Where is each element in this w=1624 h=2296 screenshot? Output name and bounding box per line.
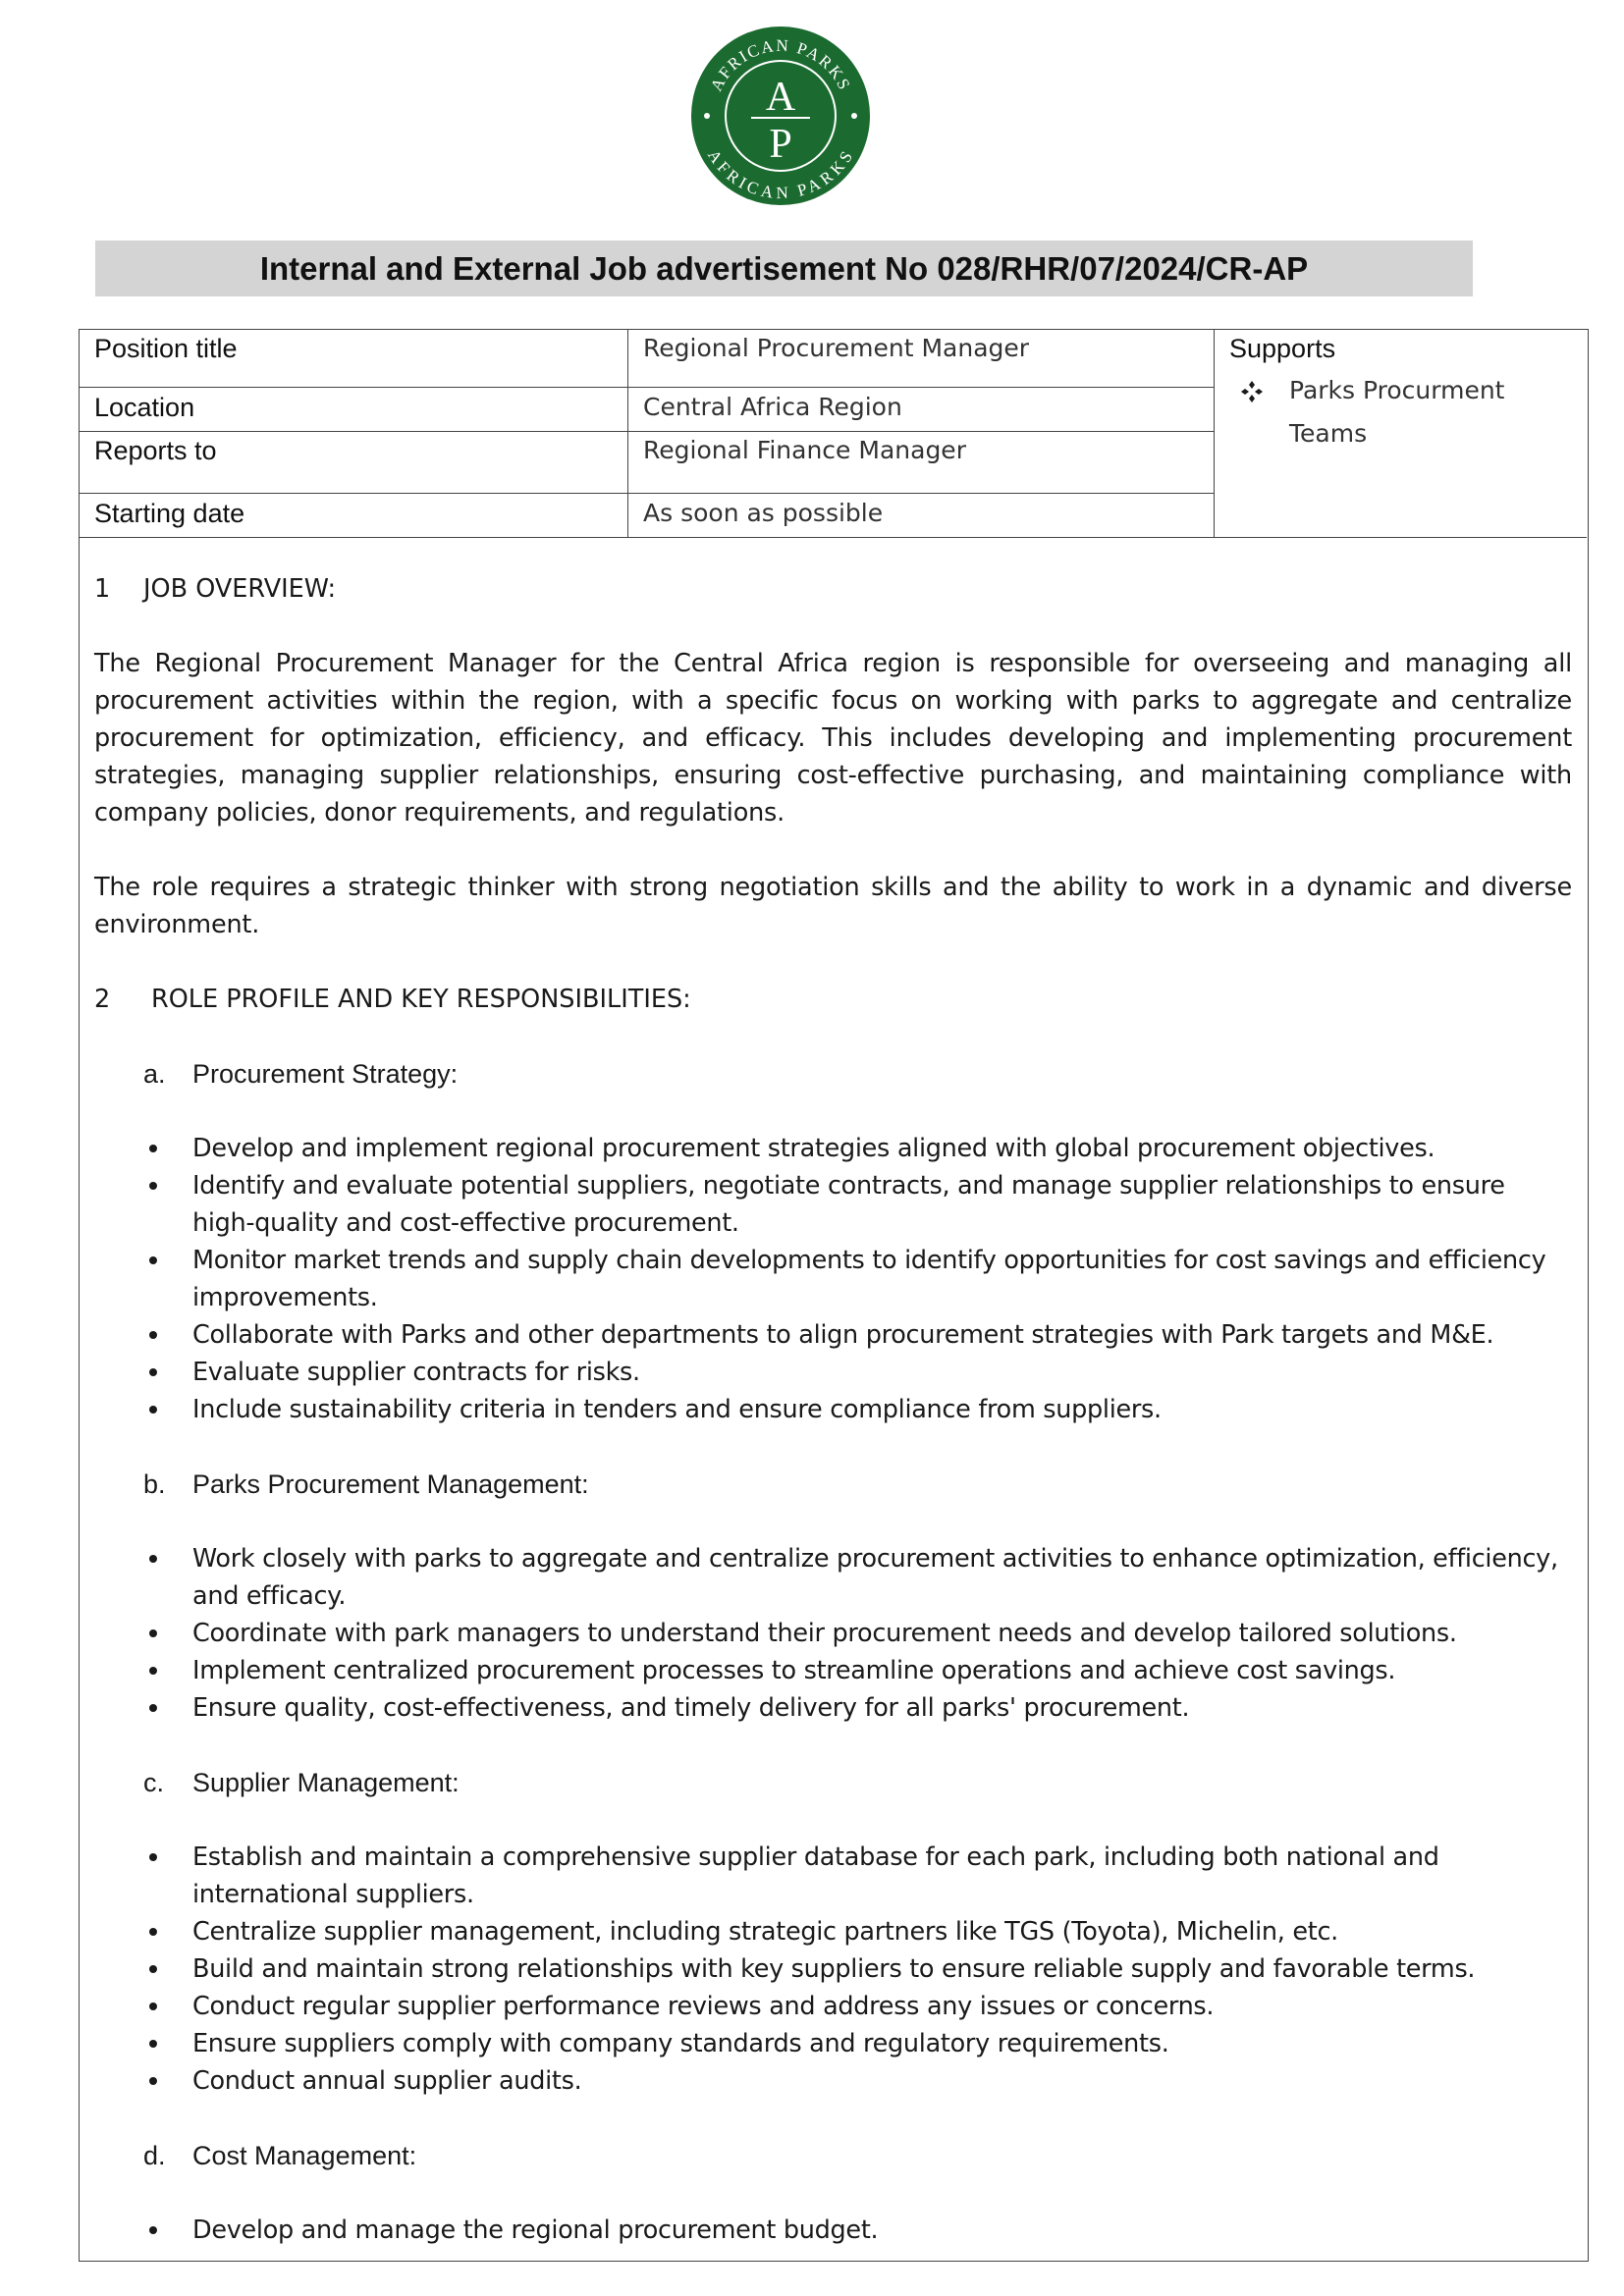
bullet-icon <box>149 2077 157 2085</box>
reports-to-label: Reports to <box>94 436 217 465</box>
bullet-icon <box>149 1928 157 1936</box>
subsection-heading: a. Procurement Strategy: <box>143 1059 459 1089</box>
bullet-icon <box>149 1629 157 1637</box>
subsection-heading: c. Supplier Management: <box>143 1768 460 1797</box>
location-value: Central Africa Region <box>643 393 902 421</box>
document-body <box>94 570 1572 2249</box>
logo-monogram-top: A <box>765 75 796 120</box>
job-advert-title: Internal and External Job advertisement No 028/RHR/07/2024/CR-AP <box>95 240 1473 296</box>
bullet-icon <box>149 1145 157 1152</box>
section-heading: JOB OVERVIEW: <box>143 574 337 604</box>
bullet-icon <box>149 1406 157 1414</box>
list-item: Coordinate with park managers to understand their procurement needs and develop tailored solutions. <box>94 1615 1572 1652</box>
supports-item-line2: Teams <box>1289 419 1368 448</box>
starting-date-value: As soon as possible <box>643 499 884 527</box>
subsection-heading: d. Cost Management: <box>143 2141 417 2170</box>
bullet-list <box>94 1839 1572 2100</box>
supports-item-line1: Parks Procurment <box>1289 376 1505 404</box>
list-item: Develop and manage the regional procurement budget. <box>94 2212 1572 2249</box>
bullet-icon <box>149 1331 157 1339</box>
list-item: Establish and maintain a comprehensive supplier database for each park, including both national and international suppliers. <box>94 1839 1572 1913</box>
logo-text-bottom: AFRICAN PARKS <box>704 146 858 203</box>
overview-paragraph-2: The role requires a strategic thinker with strong negotiation skills and the ability to work in a dynamic and diverse environment. <box>94 873 1572 939</box>
bullet-icon <box>149 1965 157 1973</box>
list-item: Develop and implement regional procurement strategies aligned with global procurement objectives. <box>94 1130 1572 1167</box>
list-item: Conduct annual supplier audits. <box>94 2062 1572 2100</box>
diamond-bullet-icon <box>1241 381 1263 402</box>
list-item: Ensure suppliers comply with company standards and regulatory requirements. <box>94 2025 1572 2062</box>
bullet-icon <box>149 1182 157 1190</box>
location-label: Location <box>94 393 195 422</box>
section-job-overview-heading <box>94 570 1572 608</box>
starting-date-label: Starting date <box>94 499 245 528</box>
list-item: Identify and evaluate potential suppliers, negotiate contracts, and manage supplier relationships to ensure high-quality and cost-effective procurement. <box>94 1167 1572 1242</box>
african-parks-logo <box>690 26 871 206</box>
bullet-list <box>94 2212 1572 2249</box>
subsection-heading: b. Parks Procurement Management: <box>143 1469 589 1499</box>
reports-to-value: Regional Finance Manager <box>643 436 966 464</box>
bullet-icon <box>149 1667 157 1675</box>
list-item: Include sustainability criteria in tenders and ensure compliance from suppliers. <box>94 1391 1572 1428</box>
bullet-icon <box>149 1555 157 1563</box>
list-item: Work closely with parks to aggregate and centralize procurement activities to enhance optimization, efficiency, and efficacy. <box>94 1540 1572 1615</box>
job-advert-table <box>79 329 1589 2262</box>
section-responsibilities-heading <box>94 981 1572 1018</box>
bullet-icon <box>149 1853 157 1861</box>
bullet-icon <box>149 2002 157 2010</box>
bullet-list <box>94 1540 1572 1727</box>
logo-monogram-bottom: P <box>769 122 792 167</box>
list-item: Build and maintain strong relationships with key suppliers to ensure reliable supply and favorable terms. <box>94 1950 1572 1988</box>
list-item: Conduct regular supplier performance reviews and address any issues or concerns. <box>94 1988 1572 2025</box>
section-heading: ROLE PROFILE AND KEY RESPONSIBILITIES: <box>151 985 691 1014</box>
list-item: Collaborate with Parks and other departments to align procurement strategies with Park targets and M&E. <box>94 1316 1572 1354</box>
position-title-value: Regional Procurement Manager <box>643 334 1030 362</box>
bullet-icon <box>149 2040 157 2048</box>
list-item: Implement centralized procurement processes to streamline operations and achieve cost savings. <box>94 1652 1572 1689</box>
list-item: Centralize supplier management, including strategic partners like TGS (Toyota), Michelin, etc. <box>94 1913 1572 1950</box>
list-item: Ensure quality, cost-effectiveness, and timely delivery for all parks' procurement. <box>94 1689 1572 1727</box>
bullet-list <box>94 1130 1572 1428</box>
overview-paragraph-1: The Regional Procurement Manager for the Central Africa region is responsible for overseeing and managing all procurement activities within the region, with a specific focus on working with parks to aggregate and centralize procurement for optimization, efficiency, and efficacy. This includes developing and implementing procurement strategies, managing supplier relationships, ensuring cost-effective purchasing, and maintaining compliance with company policies, donor requirements, and regulations. <box>94 649 1572 828</box>
logo-text-top: AFRICAN PARKS <box>706 35 855 94</box>
list-item: Monitor market trends and supply chain developments to identify opportunities for cost savings and efficiency improvements. <box>94 1242 1572 1316</box>
section-number: 2 <box>94 985 111 1014</box>
list-item: Evaluate supplier contracts for risks. <box>94 1354 1572 1391</box>
bullet-icon <box>149 1368 157 1376</box>
bullet-icon <box>149 2226 157 2234</box>
bullet-icon <box>149 1704 157 1712</box>
section-number: 1 <box>94 574 111 604</box>
supports-label: Supports <box>1229 334 1336 363</box>
position-title-label: Position title <box>94 334 238 363</box>
bullet-icon <box>149 1256 157 1264</box>
